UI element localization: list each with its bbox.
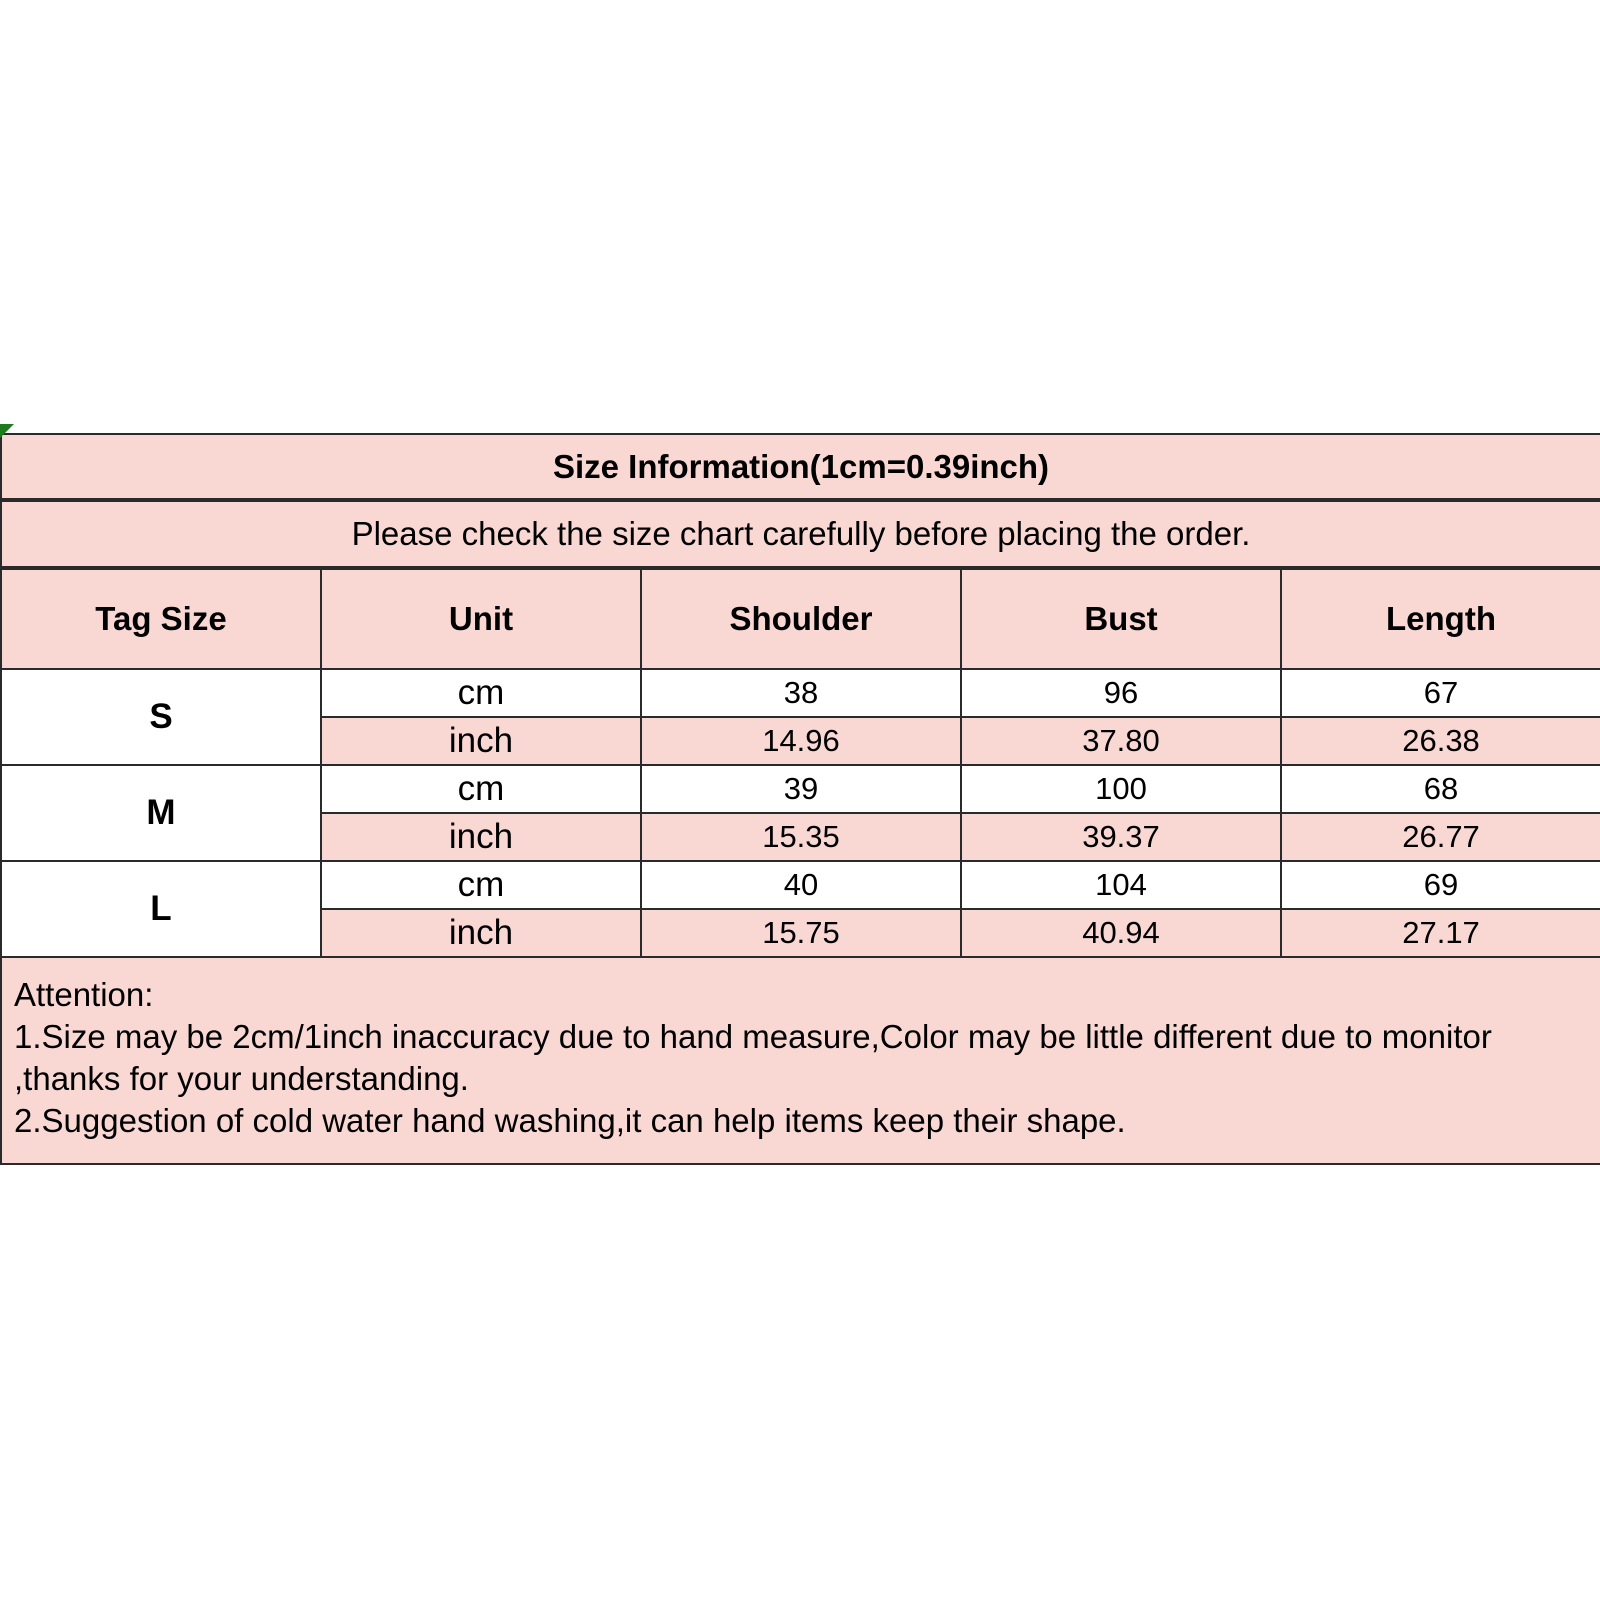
value-m-inch-bust: 39.37 <box>961 813 1281 861</box>
column-header-unit: Unit <box>321 568 641 669</box>
attention-line-1: 1.Size may be 2cm/1inch inaccuracy due to hand measure,Color may be little different due to monitor <box>14 1018 1492 1055</box>
title-row <box>1 434 1600 500</box>
tag-size-l: L <box>1 861 321 957</box>
attention-section <box>1 957 1600 1164</box>
value-s-cm-length: 67 <box>1281 669 1600 717</box>
unit-cell-s-cm: cm <box>321 669 641 717</box>
unit-cell-l-cm: cm <box>321 861 641 909</box>
attention-line-3: 2.Suggestion of cold water hand washing,it can help items keep their shape. <box>14 1102 1126 1139</box>
tag-size-s: S <box>1 669 321 765</box>
value-l-cm-shoulder: 40 <box>641 861 961 909</box>
tag-size-m: M <box>1 765 321 861</box>
table-row-m-cm <box>1 765 1600 813</box>
value-s-inch-bust: 37.80 <box>961 717 1281 765</box>
value-s-cm-shoulder: 38 <box>641 669 961 717</box>
table-title: Size Information(1cm=0.39inch) <box>1 434 1600 500</box>
value-s-cm-bust: 96 <box>961 669 1281 717</box>
value-s-inch-length: 26.38 <box>1281 717 1600 765</box>
attention-heading: Attention: <box>14 976 154 1013</box>
unit-cell-m-cm: cm <box>321 765 641 813</box>
value-m-cm-shoulder: 39 <box>641 765 961 813</box>
table-row-s-cm <box>1 669 1600 717</box>
column-header-row <box>1 568 1600 669</box>
value-s-inch-shoulder: 14.96 <box>641 717 961 765</box>
unit-cell-m-inch: inch <box>321 813 641 861</box>
value-m-cm-length: 68 <box>1281 765 1600 813</box>
unit-cell-s-inch: inch <box>321 717 641 765</box>
column-header-bust: Bust <box>961 568 1281 669</box>
size-chart-table <box>0 433 1600 1165</box>
value-m-inch-shoulder: 15.35 <box>641 813 961 861</box>
table-subtitle: Please check the size chart carefully before placing the order. <box>1 500 1600 568</box>
value-m-cm-bust: 100 <box>961 765 1281 813</box>
attention-row <box>1 957 1600 1164</box>
column-header-tag-size: Tag Size <box>1 568 321 669</box>
unit-cell-l-inch: inch <box>321 909 641 957</box>
value-l-inch-shoulder: 15.75 <box>641 909 961 957</box>
value-l-inch-length: 27.17 <box>1281 909 1600 957</box>
table-row-l-cm <box>1 861 1600 909</box>
value-l-inch-bust: 40.94 <box>961 909 1281 957</box>
subtitle-row <box>1 500 1600 568</box>
column-header-shoulder: Shoulder <box>641 568 961 669</box>
attention-line-2: ,thanks for your understanding. <box>14 1060 469 1097</box>
value-l-cm-length: 69 <box>1281 861 1600 909</box>
value-m-inch-length: 26.77 <box>1281 813 1600 861</box>
value-l-cm-bust: 104 <box>961 861 1281 909</box>
column-header-length: Length <box>1281 568 1600 669</box>
